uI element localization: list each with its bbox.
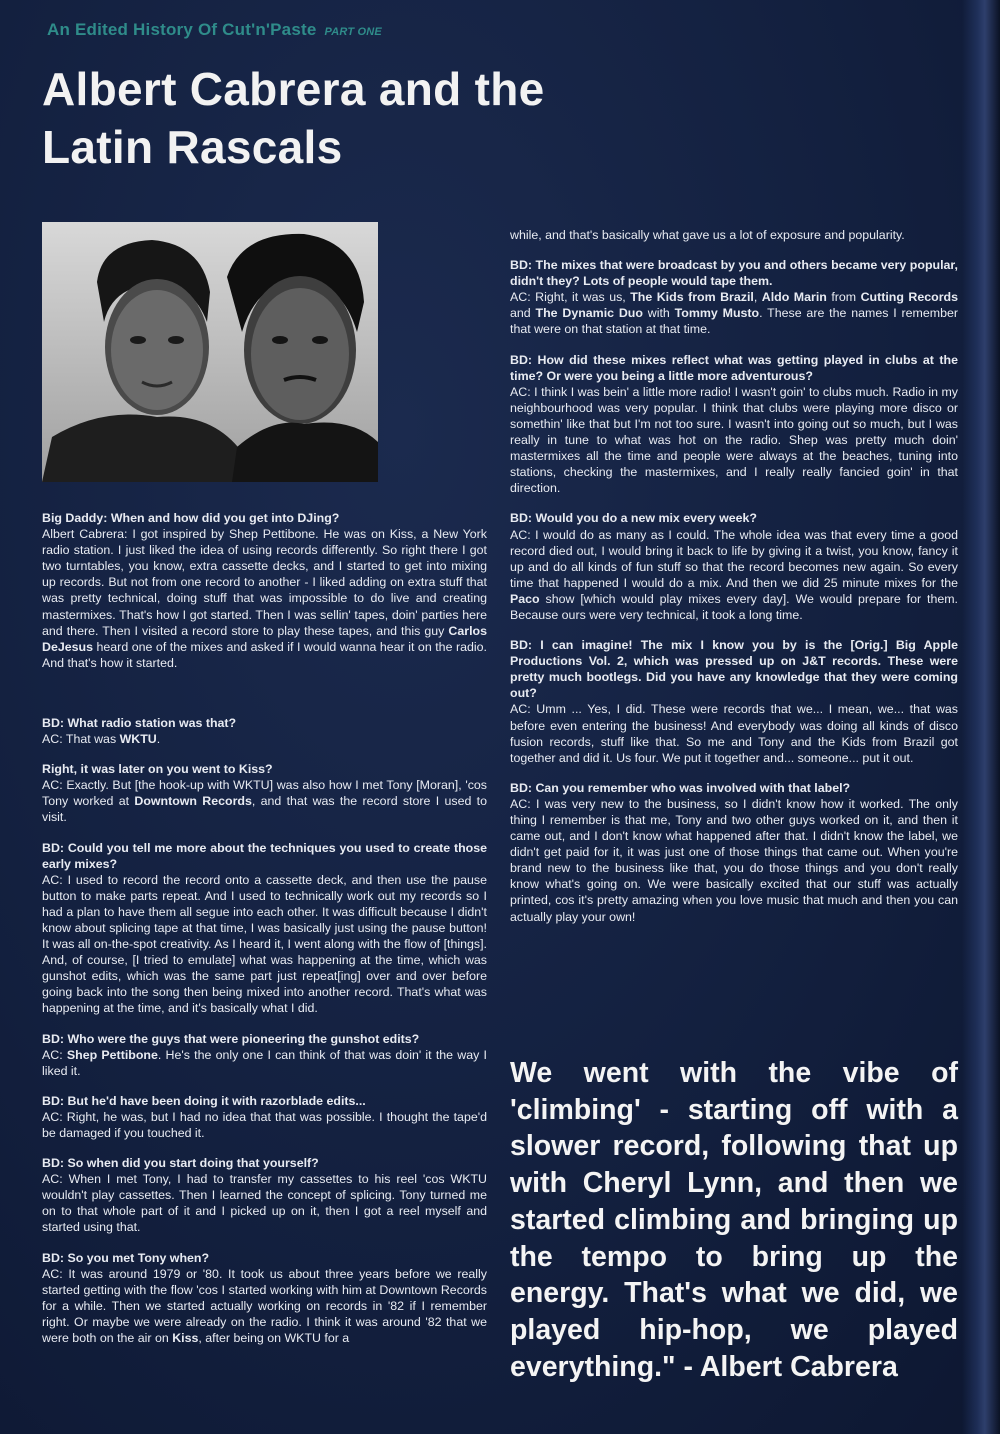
qa-block: [42, 1093, 487, 1141]
spacer: [42, 685, 487, 715]
answer-text: ,: [753, 290, 762, 305]
portrait-photo: [42, 222, 378, 482]
qa-block: [42, 840, 487, 1017]
answer-text: , after being on WKTU for a: [198, 1331, 350, 1346]
qa-block: [510, 637, 958, 766]
answer-name-bold: The Kids from Brazil: [630, 290, 754, 305]
answer-name-bold: Kiss: [172, 1331, 199, 1346]
answer-name-bold: WKTU: [119, 732, 157, 747]
answer-name-bold: Aldo Marin: [761, 290, 827, 305]
two-men-portrait-illustration: [42, 222, 378, 482]
answer-name-bold: Shep Pettibone: [66, 1047, 158, 1062]
answer-name-bold: Carlos DeJesus: [42, 623, 487, 654]
question: BD: Could you tell me more about the techniques you used to create those early mixes?: [42, 840, 487, 871]
qa-block: [510, 352, 958, 497]
answer: AC: When I met Tony, I had to transfer my cassettes to his reel 'cos WKTU wouldn't play cassettes. Then I learned the concept of splicing. Tony turned me on to that whole part of it and I picked up on it, then I got a reel myself and started using that.: [42, 1172, 487, 1235]
answer: [42, 731, 487, 747]
answer-text: and: [510, 306, 536, 321]
series-header: [47, 20, 382, 40]
question: Big Daddy: When and how did you get into DJing?: [42, 511, 340, 525]
answer: [510, 289, 958, 337]
qa-block: [510, 257, 958, 337]
answer-text: AC: Exactly. But [the hook-up with WKTU] was also how I met Tony [Moran], 'cos Tony worked at: [42, 778, 487, 809]
question: BD: I can imagine! The mix I know you by is the [Orig.] Big Apple Productions Vol. 2, which was pressed up on J&T records. These were pretty much bootlegs. Did you have any knowledge that they were coming out?: [510, 638, 958, 701]
answer-text: AC: Right, it was us,: [510, 290, 631, 305]
right-column-interview: [510, 227, 958, 939]
article-title: Albert Cabrera and the Latin Rascals: [42, 63, 545, 173]
left-column-interview: [42, 510, 487, 1360]
answer-name-bold: The Dynamic Duo: [535, 306, 643, 321]
answer-continued: while, and that's basically what gave us a lot of exposure and popularity.: [510, 228, 905, 242]
answer-name-bold: Paco: [510, 591, 540, 606]
answer: [42, 526, 487, 671]
answer: AC: I used to record the record onto a cassette deck, and then use the pause button to make parts repeat. And I used to technically work out my records so I had a plan to have them all segue into each other. It was difficult because I didn't know about splicing tape at that time, I was basically just using the pause button! It was all on-the-spot creativity. As I heard it, I went along with the flow of [things]. And, of course, [I tried to emulate] what was happening at the time, which was gunshot edits, which was the same part just repeat[ing] over and over before going back into the song then being mixed into another record. That's what was happening at the time, and it's basically what I did.: [42, 872, 487, 1016]
answer: [42, 1266, 487, 1346]
answer-text: .: [156, 732, 161, 747]
answer-name-bold: Tommy Musto: [674, 306, 760, 321]
question: BD: What radio station was that?: [42, 715, 237, 730]
question: BD: So when did you start doing that yourself?: [42, 1156, 319, 1171]
question: BD: The mixes that were broadcast by you and others became very popular, didn't they? Lots of people would tape them.: [510, 258, 958, 289]
answer-text: from: [826, 290, 861, 305]
answer: AC: Right, he was, but I had no idea that that was possible. I thought the tape'd be damaged if you touched it.: [42, 1109, 487, 1140]
qa-block: [42, 715, 487, 747]
answer-name-bold: Downtown Records: [134, 794, 252, 809]
answer-text: show [which would play mixes every day]. We would prepare for them. Because ours were very technical, it took a long time.: [510, 591, 958, 622]
answer: AC: I think I was bein' a little more radio! I wasn't goin' to clubs much. Radio in my neighbourhood was very popular. I think that clubs were playing more disco or somethin' like that but I'm not too sure. I wasn't into going out so much, but I was really in tune to what was hot on the radio. Shep was pretty much doin' mastermixes all the time and people were always at the beaches, tuning into stations, checking the mastermixes, and I really really fancied goin' in that direction.: [510, 384, 958, 496]
question: BD: Would you do a new mix every week?: [510, 511, 757, 526]
answer: [42, 777, 487, 825]
answer-text: AC: That was: [42, 732, 120, 747]
qa-block: [510, 510, 958, 623]
answer-text: . These are the names I remember that were on that station at that time.: [510, 306, 958, 337]
question: BD: How did these mixes reflect what was getting played in clubs at the time? Or were you being a little more adventurous?: [510, 352, 958, 383]
answer: AC: Umm ... Yes, I did. These were records that we... I mean, we... that was before even entering the business! And everybody was doing all kinds of disco fusion records, stuff like that. So me and Tony and the Kids from Brazil got together and did it. Us four. We put it together and... someone... put it out.: [510, 702, 958, 765]
question: BD: But he'd have been doing it with razorblade edits...: [42, 1093, 366, 1108]
series-title: An Edited History Of Cut'n'Paste: [47, 20, 317, 39]
question: BD: So you met Tony when?: [42, 1250, 210, 1265]
answer-text: AC:: [42, 1047, 67, 1062]
answer: [42, 1047, 487, 1079]
qa-block: [42, 761, 487, 825]
question: BD: Can you remember who was involved with that label?: [510, 780, 851, 795]
page-spine-shadow: [962, 0, 1000, 1434]
answer: [510, 527, 958, 624]
answer-text: , and that was the record store I used to visit.: [42, 794, 487, 825]
answer-text: AC: It was around 1979 or '80. It took us about three years before we really started getting with the flow 'cos I started working with him at Downtown Records for a while. Then we started actually working on records in '82 if I remember right. Or maybe we were already on the radio. I think it was around '82 that we were both on the air on: [42, 1266, 487, 1346]
series-part: PART ONE: [324, 26, 382, 38]
answer-text: AC: I would do as many as I could. The whole idea was that every time a good record died out, I would bring it back to life by giving it a twist, you know, fancy it up and do all kinds of fun stuff so that the record becomes new again. So every time that happened I would do a mix. And then we did 25 minute mixes for the: [510, 527, 958, 590]
pull-quote: We went with the vibe of 'climbing' - starting off with a slower record, following that up with Cheryl Lynn, and then we started climbing and bringing up the tempo to bring up the energy. That's what we did, we played hip-hop, we played everything." - Albert Cabrera: [510, 1057, 958, 1383]
answer: AC: I was very new to the business, so I didn't know how it worked. The only thing I remember is that me, Tony and two other guys worked on it, and then it came out, and I don't know what happened after that. I didn't know the label, we didn't get paid for it, it was just one of those things that came out. When you're brand new to the business like that, you do those things and you don't really know what's going on. We were basically excited that our stuff was actually printed, cos it's pretty amazing when you love music that much and then you can actually play your own!: [510, 796, 958, 924]
answer-text: heard one of the mixes and asked if I would wanna hear it on the radio. And that's how it started.: [42, 639, 487, 670]
qa-block: [42, 1031, 487, 1079]
answer-text: . He's the only one I can think of that was doin' it the way I liked it.: [42, 1047, 487, 1078]
qa-block: [510, 780, 958, 925]
question: Right, it was later on you went to Kiss?: [42, 762, 273, 777]
qa-block: [42, 1155, 487, 1235]
answer-text: with: [642, 306, 675, 321]
qa-block: [42, 1250, 487, 1347]
answer-text: Albert Cabrera: I got inspired by Shep Pettibone. He was on Kiss, a New York radio station. I just liked the idea of using records differently. So right there I got two turntables, you know, extra cassette decks, and I started to get into mixing up records. But not from one record to another - I liked adding on extra stuff that was pretty technical, doing stuff that was impossible to do live and creating mastermixes. That's how I got started. Then I was sellin' tapes, doin' parties here and there. Then I visited a record store to play these tapes, and this guy: [42, 527, 487, 638]
answer-name-bold: Cutting Records: [860, 290, 959, 305]
qa-block: [42, 510, 487, 671]
question: BD: Who were the guys that were pioneering the gunshot edits?: [42, 1031, 420, 1046]
qa-block: [510, 227, 958, 243]
